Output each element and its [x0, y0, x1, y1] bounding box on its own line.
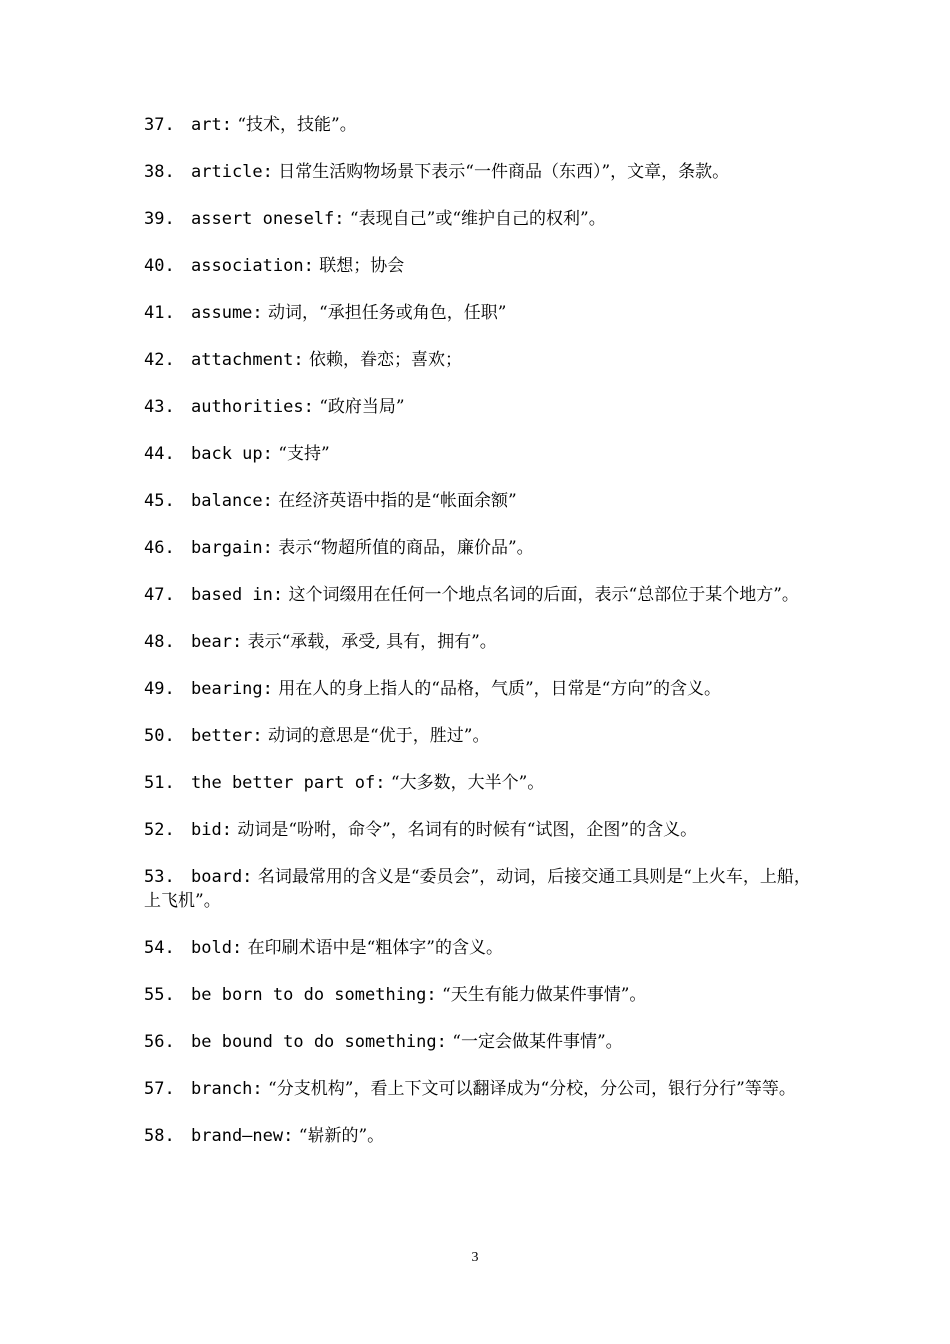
entry-number: 57. [144, 1079, 175, 1099]
entry-definition: 在经济英语中指的是“帐面余额” [272, 491, 517, 511]
entry-number: 40. [144, 256, 175, 276]
vocabulary-entry [144, 207, 814, 231]
entry-definition: 日常生活购物场景下表示“一件商品（东西）”，文章，条款。 [272, 162, 730, 182]
entry-term: assume: [191, 303, 263, 323]
entry-definition: “技术，技能”。 [231, 115, 357, 135]
entry-definition: 联想；协会 [313, 256, 405, 276]
vocabulary-entry [144, 630, 814, 654]
entry-term: board: [191, 867, 253, 887]
entry-definition: “崭新的”。 [293, 1126, 385, 1146]
entry-term: bold: [191, 938, 243, 958]
vocabulary-entry [144, 1124, 814, 1148]
entry-definition: “大多数，大半个”。 [385, 773, 545, 793]
entry-term: bid: [191, 820, 232, 840]
entry-term: article: [191, 162, 273, 182]
entry-definition: “表现自己”或“维护自己的权利”。 [344, 209, 606, 229]
entry-term: based in: [191, 585, 284, 605]
entry-number: 51. [144, 773, 175, 793]
vocabulary-entry [144, 301, 814, 325]
entry-term: authorities: [191, 397, 314, 417]
vocabulary-entry [144, 865, 814, 913]
entry-term: the better part of: [191, 773, 386, 793]
entry-number: 45. [144, 491, 175, 511]
entry-definition: 动词，“承担任务或角色，任职” [262, 303, 507, 323]
entry-term: assert oneself: [191, 209, 345, 229]
entry-definition: “政府当局” [313, 397, 405, 417]
entry-definition: “分支机构”，看上下文可以翻译成为“分校，分公司，银行分行”等等。 [262, 1079, 796, 1099]
entry-number: 41. [144, 303, 175, 323]
entry-number: 58. [144, 1126, 175, 1146]
entry-term: back up: [191, 444, 273, 464]
page-number: 3 [471, 1250, 479, 1265]
entry-term: balance: [191, 491, 273, 511]
entry-definition: 名词最常用的含义是“委员会”，动词，后接交通工具则是“上火车，上船，上飞机”。 [144, 867, 811, 911]
entry-number: 55. [144, 985, 175, 1005]
entry-term: bearing: [191, 679, 273, 699]
entry-number: 53. [144, 867, 175, 887]
vocabulary-entry [144, 677, 814, 701]
vocabulary-entry [144, 1030, 814, 1054]
entry-number: 56. [144, 1032, 175, 1052]
entry-definition: “支持” [272, 444, 330, 464]
vocabulary-entry [144, 395, 814, 419]
entry-definition: 表示“物超所值的商品，廉价品”。 [272, 538, 534, 558]
vocabulary-entry [144, 818, 814, 842]
entry-number: 54. [144, 938, 175, 958]
vocabulary-entry [144, 160, 814, 184]
entry-number: 42. [144, 350, 175, 370]
entry-definition: 动词的意思是“优于，胜过”。 [262, 726, 490, 746]
vocabulary-entry [144, 724, 814, 748]
entry-definition: 在印刷术语中是“粗体字”的含义。 [242, 938, 503, 958]
entry-number: 39. [144, 209, 175, 229]
entry-number: 52. [144, 820, 175, 840]
entry-number: 37. [144, 115, 175, 135]
entry-definition: 用在人的身上指人的“品格，气质”，日常是“方向”的含义。 [272, 679, 722, 699]
entry-definition: 依赖，眷恋；喜欢； [303, 350, 462, 370]
vocabulary-list [144, 113, 814, 1171]
vocabulary-entry [144, 983, 814, 1007]
vocabulary-entry [144, 771, 814, 795]
entry-term: bargain: [191, 538, 273, 558]
vocabulary-entry [144, 489, 814, 513]
entry-term: better: [191, 726, 263, 746]
entry-term: be born to do something: [191, 985, 437, 1005]
entry-number: 44. [144, 444, 175, 464]
entry-term: brand–new: [191, 1126, 294, 1146]
entry-term: attachment: [191, 350, 304, 370]
entry-definition: “天生有能力做某件事情”。 [436, 985, 647, 1005]
entry-term: art: [191, 115, 232, 135]
entry-definition: 这个词缀用在任何一个地点名词的后面，表示“总部位于某个地方”。 [283, 585, 799, 605]
entry-term: be bound to do something: [191, 1032, 447, 1052]
vocabulary-entry [144, 936, 814, 960]
entry-number: 48. [144, 632, 175, 652]
entry-definition: “一定会做某件事情”。 [446, 1032, 623, 1052]
entry-definition: 表示“承载，承受, 具有，拥有”。 [242, 632, 497, 652]
vocabulary-entry [144, 348, 814, 372]
entry-number: 50. [144, 726, 175, 746]
entry-number: 49. [144, 679, 175, 699]
entry-term: branch: [191, 1079, 263, 1099]
vocabulary-entry [144, 536, 814, 560]
entry-number: 47. [144, 585, 175, 605]
entry-number: 38. [144, 162, 175, 182]
vocabulary-entry [144, 1077, 814, 1101]
entry-term: bear: [191, 632, 243, 652]
entry-number: 43. [144, 397, 175, 417]
vocabulary-entry [144, 583, 814, 607]
entry-number: 46. [144, 538, 175, 558]
vocabulary-entry [144, 254, 814, 278]
vocabulary-entry [144, 442, 814, 466]
entry-definition: 动词是“吩咐，命令”，名词有的时候有“试图，企图”的含义。 [231, 820, 698, 840]
entry-term: association: [191, 256, 314, 276]
vocabulary-entry [144, 113, 814, 137]
